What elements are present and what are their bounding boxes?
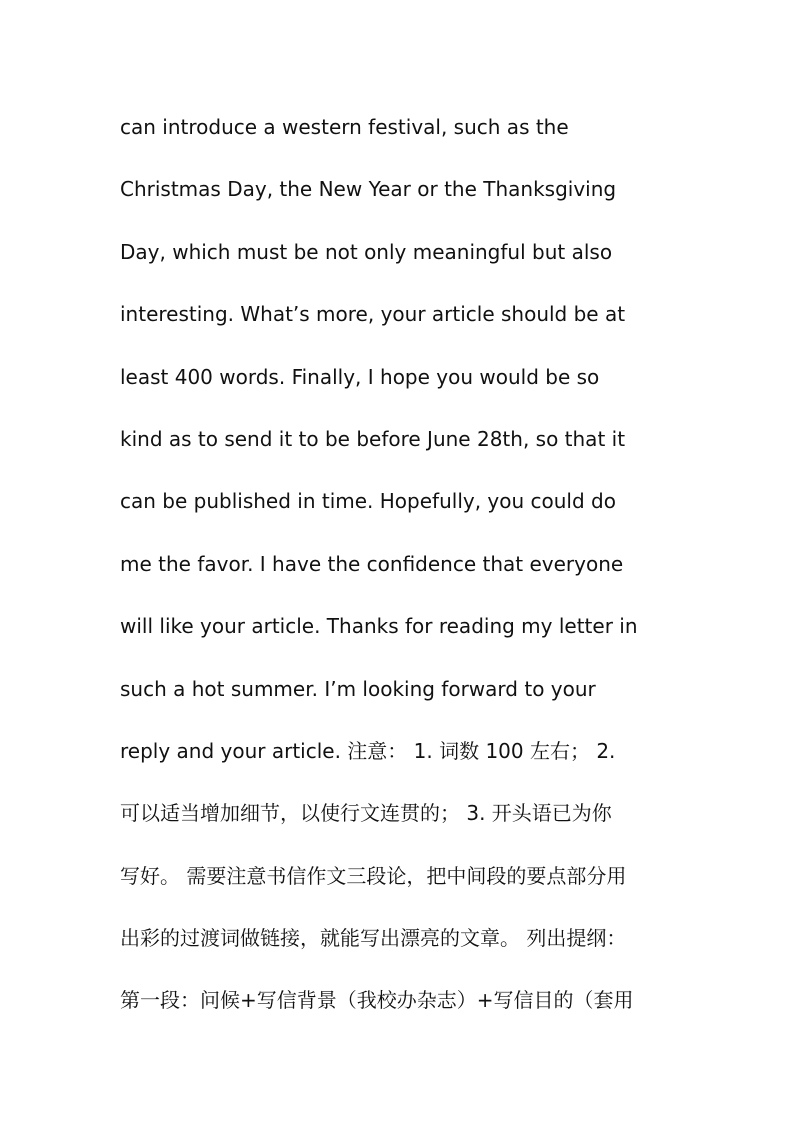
text-line: reply and your article. 注意： 1. 词数 100 左右； 2. (120, 738, 616, 763)
document-body (120, 96, 680, 1032)
text-line: such a hot summer. I’m looking forward to your (120, 676, 596, 701)
text-line: Christmas Day, the New Year or the Thanksgiving (120, 177, 617, 202)
text-line: can be published in time. Hopefully, you could do (120, 489, 616, 514)
text-line: 出彩的过渡词做链接，就能写出漂亮的文章。 列出提纲： (120, 926, 627, 951)
text-line: Day, which must be not only meaningful but also (120, 239, 613, 264)
text-line: 第一段：问候+写信背景（我校办杂志）+写信目的（套用 (120, 988, 634, 1013)
text-line: least 400 words. Finally, I hope you would be so (120, 364, 600, 389)
text-line: me the favor. I have the confidence that everyone (120, 551, 624, 576)
text-line: 可以适当增加细节，以使行文连贯的； 3. 开头语已为你 (120, 801, 612, 826)
text-line: 写好。 需要注意书信作文三段论，把中间段的要点部分用 (120, 863, 627, 888)
text-line: can introduce a western festival, such as the (120, 115, 569, 139)
text-line: will like your article. Thanks for reading my letter in (120, 614, 638, 639)
text-line: kind as to send it to be before June 28th, so that it (120, 426, 626, 451)
text-line: interesting. What’s more, your article should be at (120, 302, 626, 327)
